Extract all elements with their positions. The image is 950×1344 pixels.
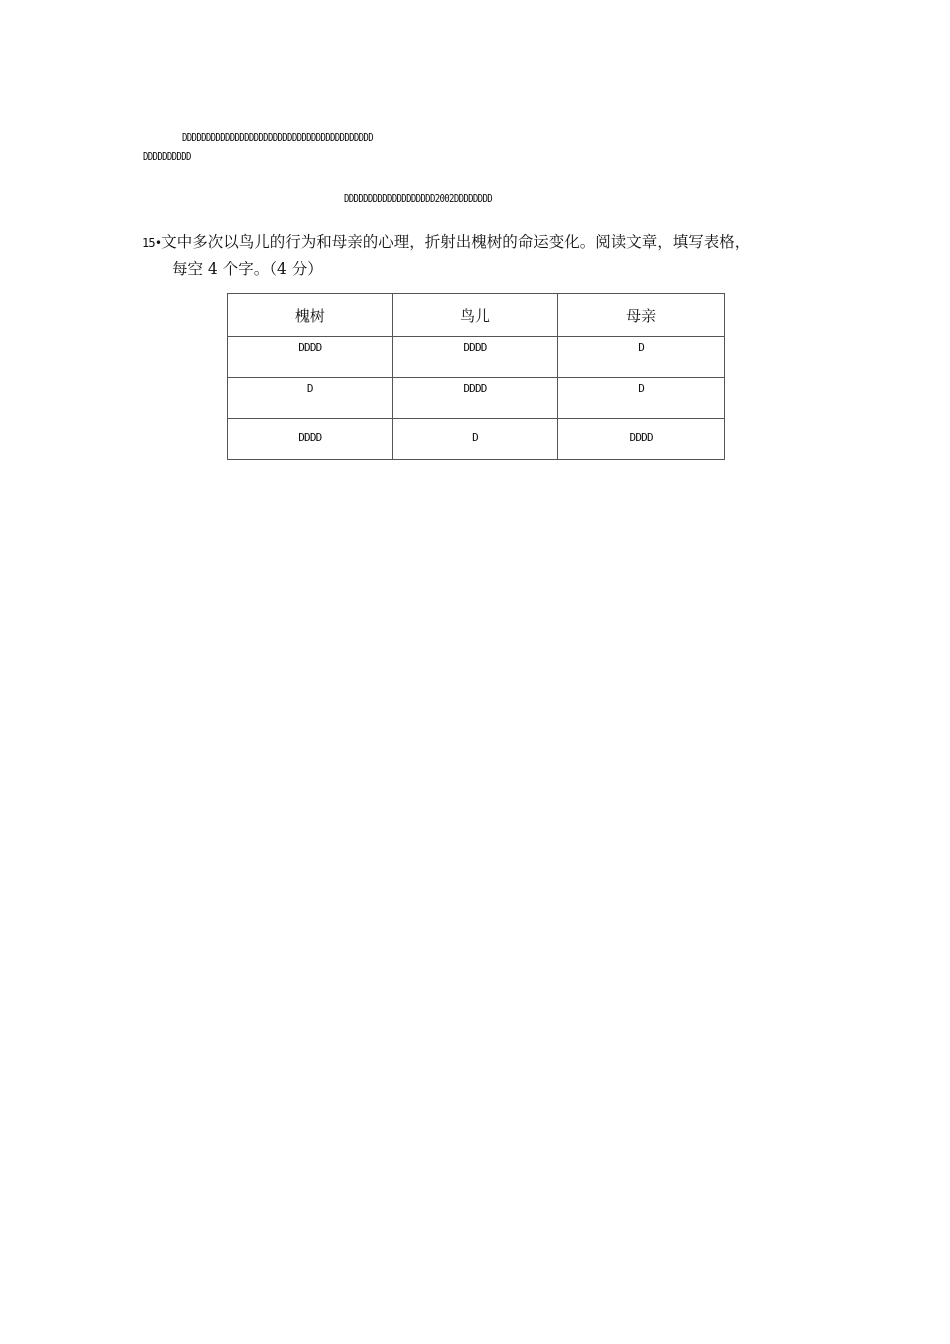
table-cell[interactable]: DDDD bbox=[228, 337, 393, 378]
table-cell[interactable]: D bbox=[558, 337, 725, 378]
table-header-cell: 槐树 bbox=[228, 294, 393, 337]
table-row bbox=[228, 419, 725, 460]
question-line-2: 每空 4 个字。（4 分） bbox=[172, 260, 323, 278]
question-text: 文中多次以鸟儿的行为和母亲的心理，折射出槐树的命运变化。阅读文章，填写表格， bbox=[161, 233, 751, 251]
table-cell[interactable]: DDDD bbox=[392, 337, 558, 378]
garbled-text-line: DDDDDDDDDD bbox=[143, 150, 191, 163]
question-number: 15• bbox=[142, 236, 162, 250]
table-cell[interactable]: DDDD bbox=[558, 419, 725, 460]
table-row bbox=[228, 378, 725, 419]
table-header-cell: 鸟儿 bbox=[392, 294, 558, 337]
table-header-row bbox=[228, 294, 725, 337]
table-cell[interactable]: DDDD bbox=[228, 419, 393, 460]
table-cell[interactable]: D bbox=[558, 378, 725, 419]
table-row bbox=[228, 337, 725, 378]
answer-table bbox=[227, 293, 725, 460]
garbled-text-line: DDDDDDDDDDDDDDDDDDD2002DDDDDDDD bbox=[344, 192, 493, 205]
table-cell[interactable]: DDDD bbox=[392, 378, 558, 419]
garbled-text-line: DDDDDDDDDDDDDDDDDDDDDDDDDDDDDDDDDDDDDDDD bbox=[182, 131, 373, 144]
table-header-cell: 母亲 bbox=[558, 294, 725, 337]
question-line-1 bbox=[142, 229, 822, 256]
table-cell[interactable]: D bbox=[392, 419, 558, 460]
question-15 bbox=[142, 229, 822, 282]
table-cell[interactable]: D bbox=[228, 378, 393, 419]
